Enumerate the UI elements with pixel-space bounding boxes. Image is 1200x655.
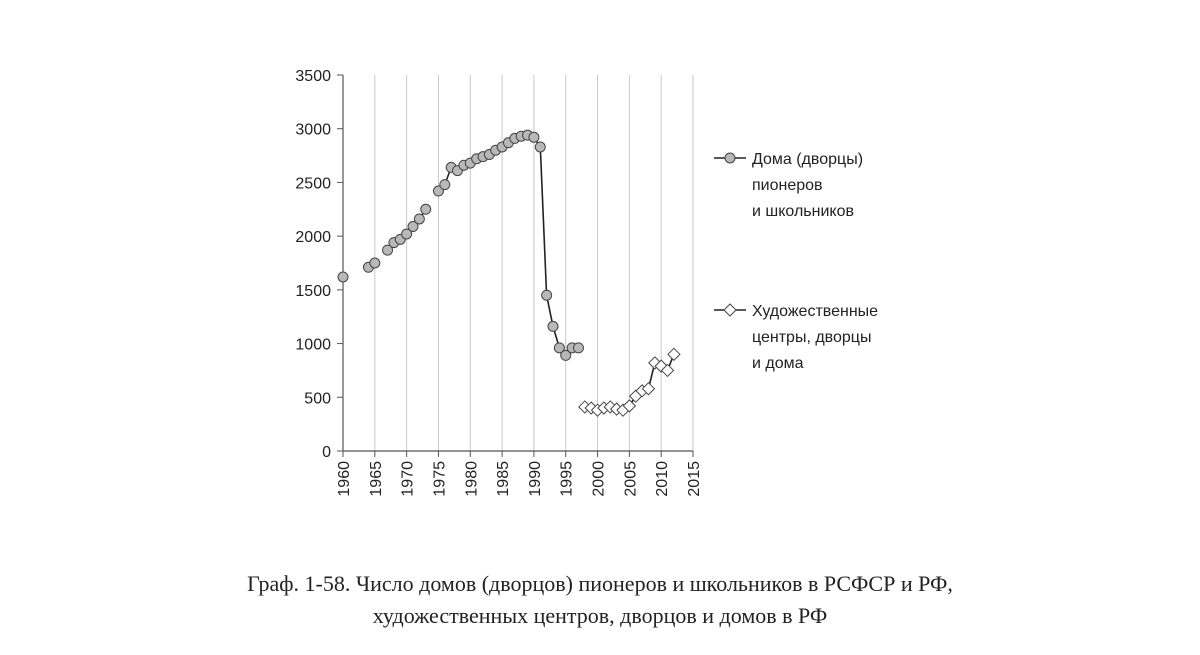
legend-label: Дома (дворцы) <box>752 151 864 168</box>
y-tick-label: 2500 <box>295 175 331 193</box>
legend-marker <box>725 153 735 163</box>
x-tick-label: 1995 <box>558 461 576 497</box>
chart-series <box>338 130 680 416</box>
x-tick-label: 1990 <box>526 461 544 497</box>
legend-label: и дома <box>752 355 804 372</box>
y-tick-label: 1000 <box>295 336 331 354</box>
legend-marker <box>724 304 736 316</box>
data-point <box>529 132 539 142</box>
y-tick-label: 3500 <box>295 68 331 85</box>
y-tick-label: 3000 <box>295 121 331 139</box>
series-line <box>369 135 579 355</box>
legend-label: и школьников <box>752 203 854 220</box>
chart-legend <box>714 151 878 372</box>
legend-label: Художественные <box>752 303 879 320</box>
legend-label: пионеров <box>752 177 823 194</box>
data-point <box>421 204 431 214</box>
x-tick-label: 1960 <box>336 461 353 497</box>
x-tick-label: 1965 <box>367 461 385 497</box>
data-point <box>548 321 558 331</box>
chart-axes <box>295 68 703 497</box>
y-tick-label: 2000 <box>295 229 331 247</box>
data-point <box>535 142 545 152</box>
chart-grid <box>375 75 693 451</box>
x-tick-label: 1980 <box>463 461 481 497</box>
x-tick-label: 1970 <box>399 461 417 497</box>
x-tick-label: 2010 <box>654 461 672 497</box>
figure-caption <box>0 568 1200 632</box>
caption-line-1: Граф. 1-58. Число домов (дворцов) пионеров и школьников в РСФСР и РФ, <box>247 571 953 596</box>
y-tick-label: 0 <box>322 444 331 461</box>
data-point <box>370 258 380 268</box>
legend-item-2 <box>714 303 878 372</box>
x-tick-label: 2005 <box>622 461 640 497</box>
data-point <box>668 348 680 360</box>
x-tick-label: 1985 <box>495 461 513 497</box>
data-point <box>573 343 583 353</box>
y-tick-label: 500 <box>304 390 331 408</box>
data-point <box>338 272 348 282</box>
y-tick-label: 1500 <box>295 282 331 300</box>
x-tick-label: 2000 <box>590 461 608 497</box>
x-tick-label: 2015 <box>686 461 703 497</box>
legend-item-1 <box>714 151 863 220</box>
legend-label: центры, дворцы <box>752 329 872 346</box>
data-point <box>542 290 552 300</box>
caption-line-2: художественных центров, дворцов и домов в РФ <box>372 603 828 628</box>
x-tick-label: 1975 <box>431 461 449 497</box>
data-point <box>440 180 450 190</box>
data-point <box>414 214 424 224</box>
